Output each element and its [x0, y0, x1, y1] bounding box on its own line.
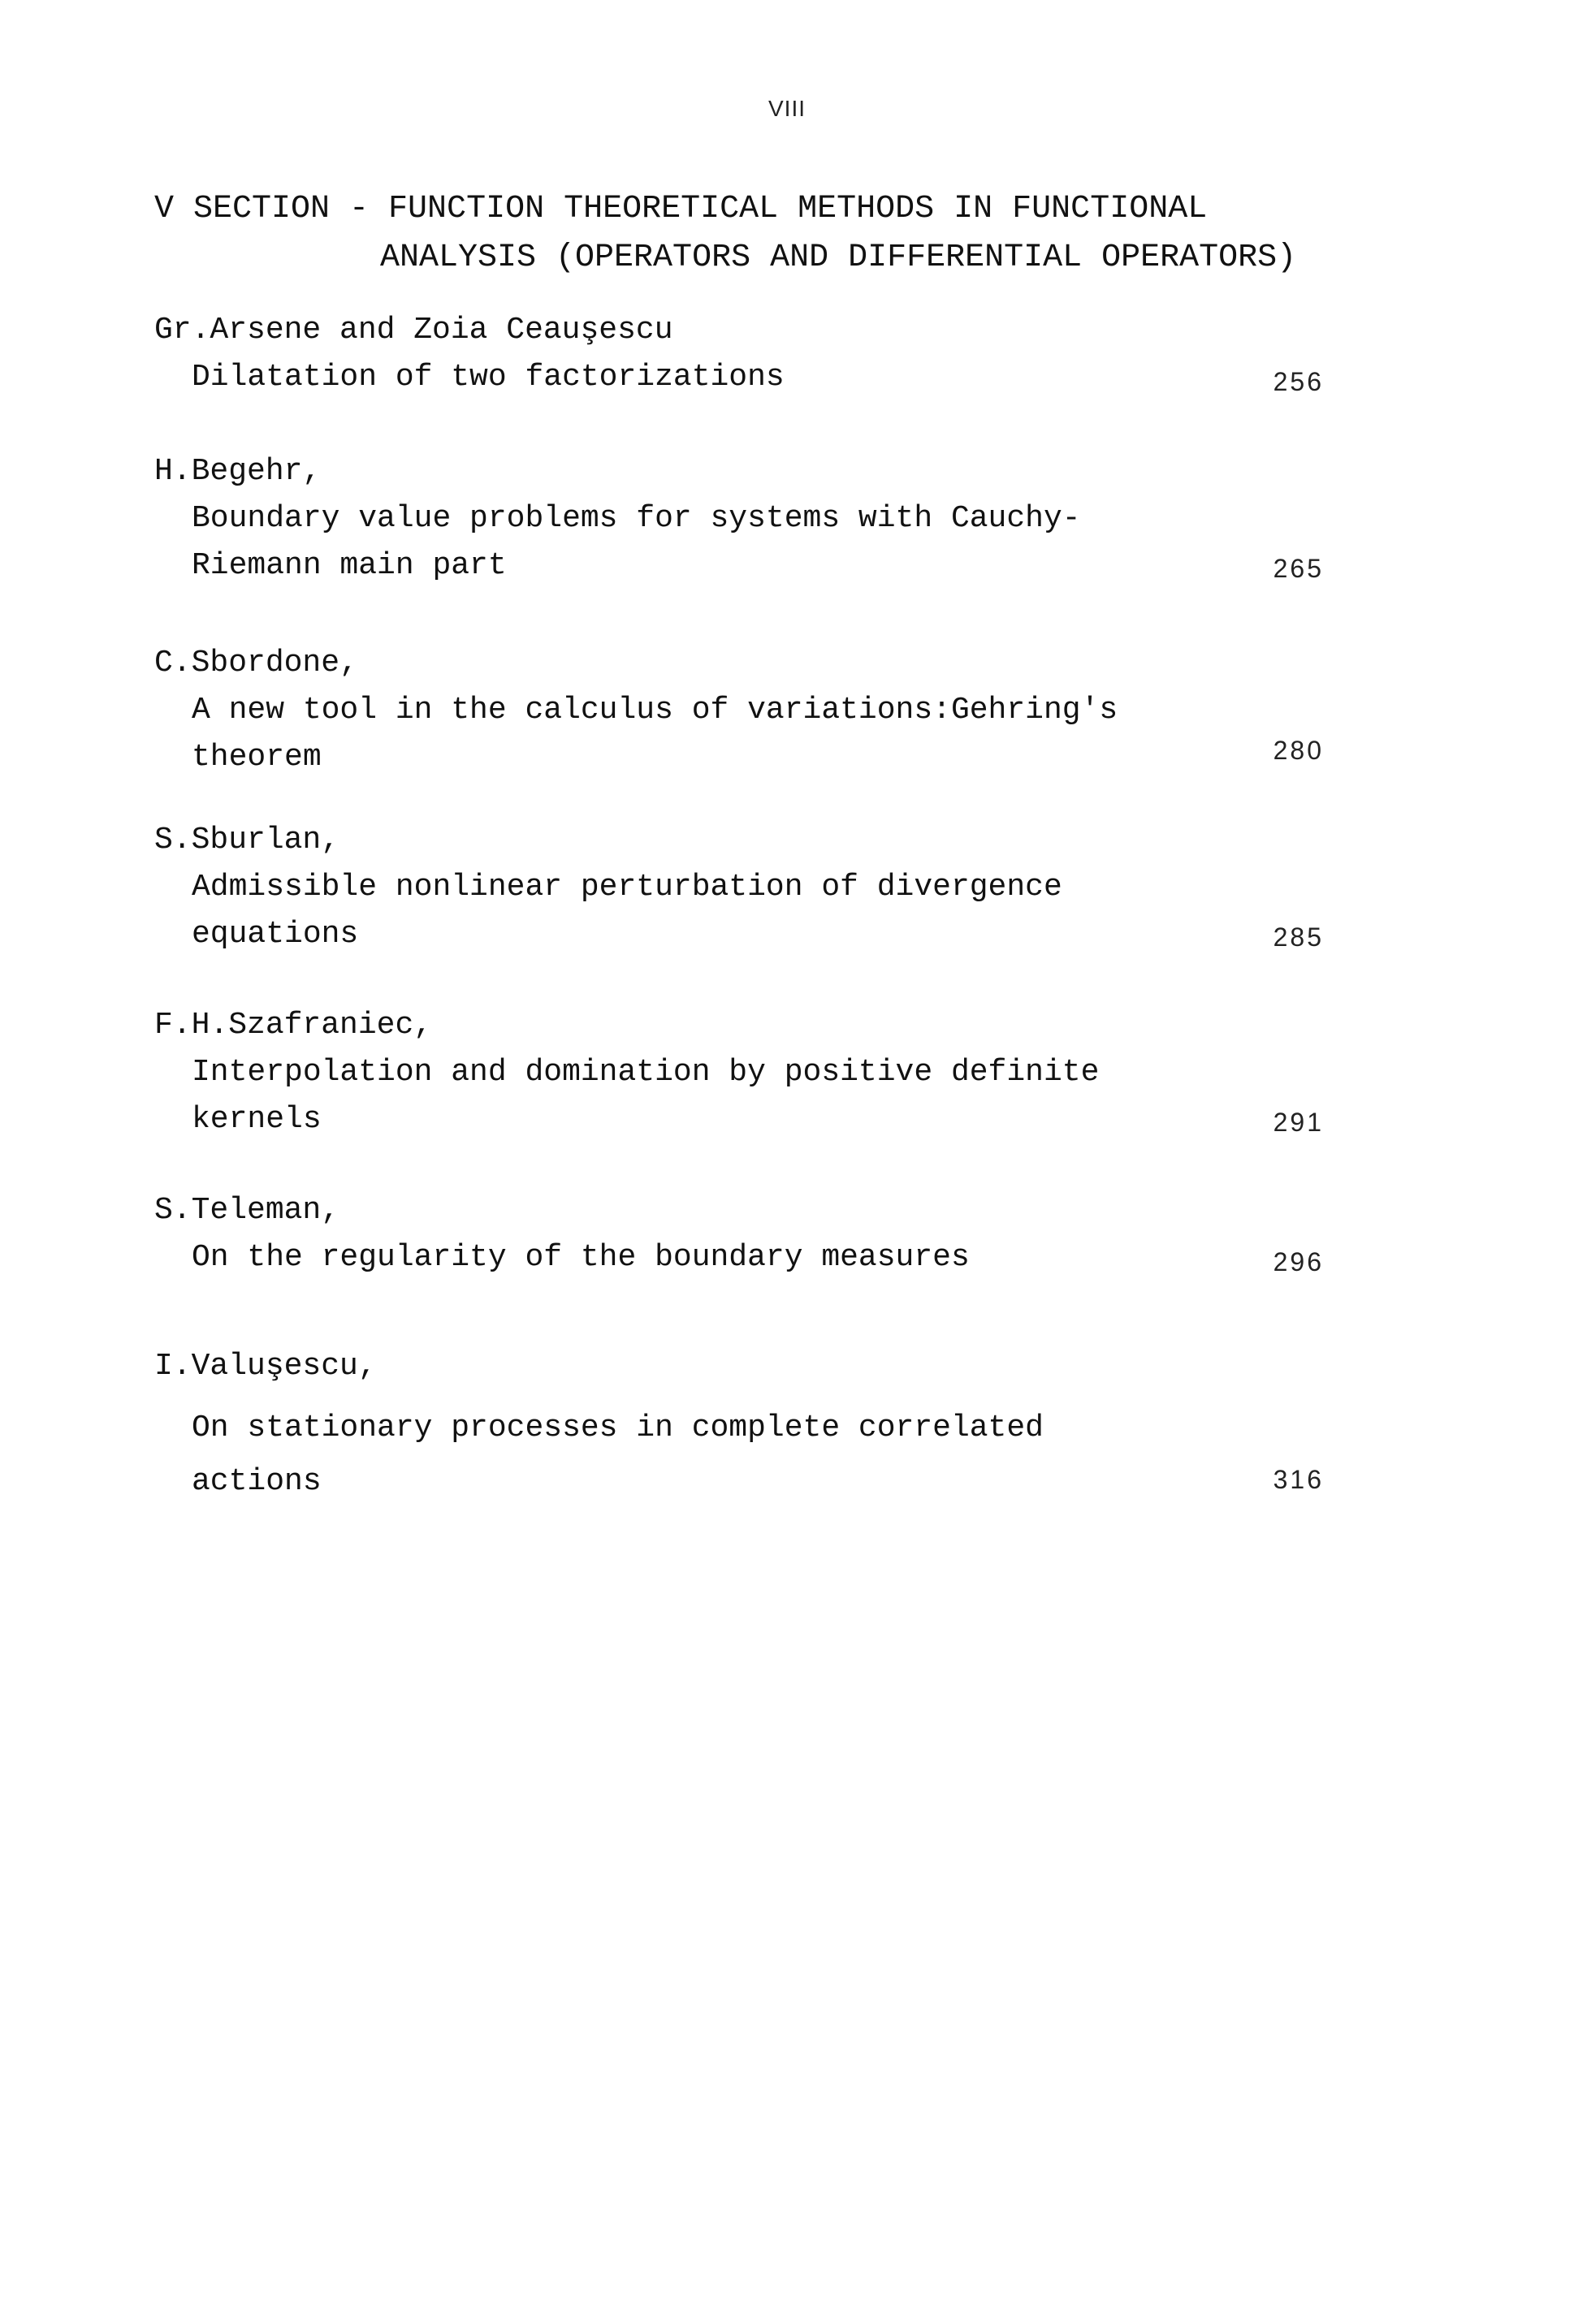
entry-title: Dilatation of two factorizations: [192, 360, 785, 395]
entry-page-number: 316: [1273, 1465, 1324, 1494]
section-heading-line-1: V SECTION - FUNCTION THEORETICAL METHODS IN FUNCTIONAL: [154, 191, 1208, 227]
entry-page-number: 265: [1273, 554, 1324, 583]
entry-title: Admissible nonlinear perturbation of divergence equations: [192, 870, 1062, 952]
entry-author: S.Teleman,: [154, 1193, 340, 1228]
entry-author: C.Sbordone,: [154, 646, 358, 680]
toc-entry: [154, 1002, 1324, 1143]
entry-title: On the regularity of the boundary measures: [192, 1240, 970, 1275]
entry-title: On stationary processes in complete correlated actions: [192, 1410, 1044, 1499]
entry-title: A new tool in the calculus of variations:Gehring's theorem: [192, 693, 1118, 775]
section-heading: [154, 185, 1296, 283]
section-heading-line-2: ANALYSIS (OPERATORS AND DIFFERENTIAL OPERATORS): [380, 240, 1297, 276]
toc-entry: [154, 307, 1324, 401]
entry-page-number: 256: [1273, 367, 1324, 396]
entry-author: I.Valuşescu,: [154, 1349, 377, 1384]
entry-author: Gr.Arsene and Zoia Ceauşescu: [154, 313, 673, 348]
entry-title: Boundary value problems for systems with Cauchy- Riemann main part: [192, 501, 1081, 583]
toc-entry: [154, 1187, 1324, 1281]
toc-entry: [154, 1343, 1324, 1509]
toc-entry: [154, 448, 1324, 590]
entry-page-number: 280: [1273, 736, 1324, 765]
entry-author: H.Begehr,: [154, 454, 322, 489]
toc-entry: [154, 640, 1324, 781]
entry-author: F.H.Szafraniec,: [154, 1008, 433, 1043]
toc-entry: [154, 817, 1324, 958]
entry-author: S.Sburlan,: [154, 823, 340, 857]
entry-page-number: 296: [1273, 1247, 1324, 1276]
entry-title: Interpolation and domination by positive definite kernels: [192, 1055, 1100, 1137]
entry-page-number: 291: [1273, 1108, 1324, 1137]
page-number: VIII: [768, 96, 806, 121]
entry-page-number: 285: [1273, 922, 1324, 952]
